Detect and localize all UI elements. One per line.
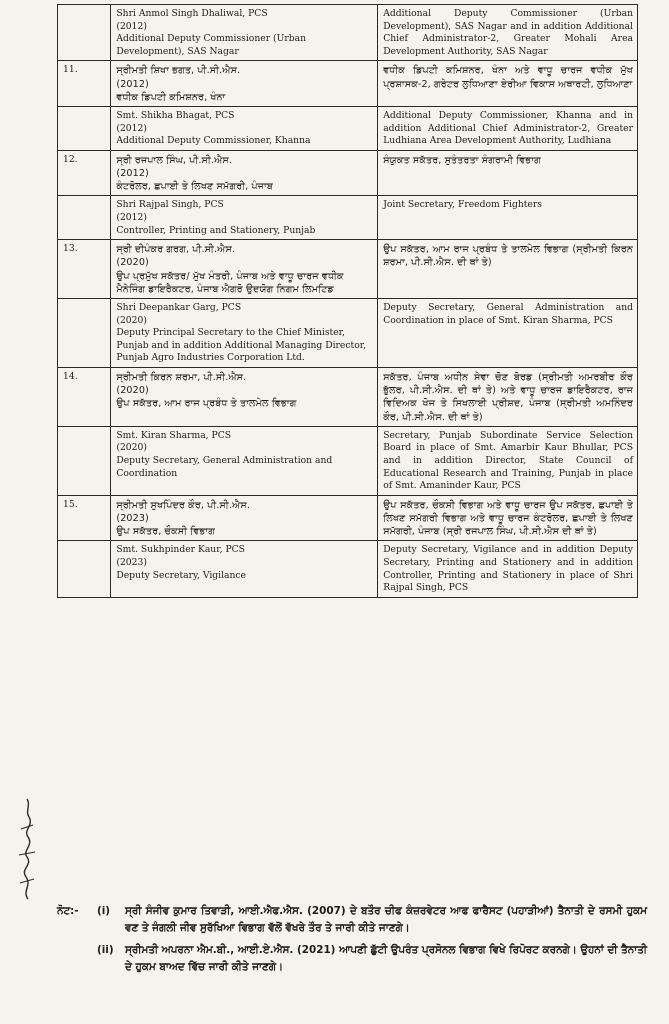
new-posting-cell: Additional Deputy Commissioner (Urban Development), SAS Nagar and in addition Additional Chief Administrator-2, Greater Mohali Area Development Authority, SAS Nagar (378, 5, 638, 61)
officer-name: Shri Deepankar Garg, PCS (116, 301, 242, 313)
new-posting-cell: ਵਧੀਕ ਡਿਪਟੀ ਕਮਿਸ਼ਨਰ, ਖੰਨਾ ਅਤੇ ਵਾਧੂ ਚਾਰਜ ਵਧੀਕ ਮੁੱਖ ਪ੍ਰਸ਼ਾਸਕ-2, ਗਰੇਟਰ ਲੁਧਿਆਣਾ ਏਰੀਆ ਵਿਕਾਸ ਅਥਾਰਟੀ, ਲੁਧਿਆਣਾ (378, 61, 638, 107)
serial-number-cell (58, 541, 111, 597)
officer-cell (111, 541, 378, 597)
batch-year: (2020) (116, 257, 149, 269)
officer-name: Smt. Sukhpinder Kaur, PCS (116, 544, 245, 556)
table-row (58, 426, 638, 495)
serial-number-cell: 14. (58, 367, 111, 426)
table-body (58, 5, 638, 598)
new-posting-cell: Secretary, Punjab Subordinate Service Selection Board in place of Smt. Amarbir Kaur Bhullar, PCS and in addition Director, State Council of Educational Research and Training, Punjab in place of Smt. Amaninder Kaur, PCS (378, 426, 638, 495)
officer-name: Smt. Kiran Sharma, PCS (116, 429, 232, 441)
serial-number-cell (58, 298, 111, 367)
batch-year: (2023) (116, 556, 147, 568)
table-row (58, 106, 638, 150)
batch-year: (2012) (116, 78, 149, 90)
officer-name: Shri Rajpal Singh, PCS (116, 199, 224, 211)
table-row (58, 196, 638, 240)
table-row (58, 5, 638, 61)
officer-cell (111, 367, 378, 426)
note-index: (i) (97, 905, 111, 917)
note-text: ਸ੍ਰੀ ਸੰਜੀਵ ਕੁਮਾਰ ਤਿਵਾੜੀ, ਆਈ.ਐਫ.ਐਸ. (2007) ਦੇ ਬਤੌਰ ਚੀਫ ਕੰਜ਼ਰਵੇਟਰ ਆਫ ਫਾਰੈਸਟ (ਪਹਾੜੀਆਂ) ਤੈਨਾਤੀ ਦੇ ਰਸਮੀ ਹੁਕਮ ਵਣ ਤੇ ਜੰਗਲੀ ਜੀਵ ਸੁਰੱਖਿਆ ਵਿਭਾਗ ਵੱਲੋਂ ਵੱਖਰੇ ਤੌਰ ਤੇ ਜਾਰੀ ਕੀਤੇ ਜਾਣਗੇ। (125, 905, 647, 934)
batch-year: (2020) (116, 314, 147, 326)
officer-cell (111, 61, 378, 107)
table-row (58, 240, 638, 299)
batch-year: (2023) (116, 512, 149, 524)
officer-cell (111, 106, 378, 150)
batch-year: (2020) (116, 442, 147, 454)
serial-number-cell (58, 5, 111, 61)
officer-name: ਸ੍ਰੀਮਤੀ ਸ਼ਿਖਾ ਭਗਤ, ਪੀ.ਸੀ.ਐਸ. (116, 65, 241, 77)
current-post: ਉਪ ਪ੍ਰਮੁੱਖ ਸਕੱਤਰ/ ਮੁੱਖ ਮੰਤਰੀ, ਪੰਜਾਬ ਅਤੇ ਵਾਧੂ ਚਾਰਜ ਵਧੀਕ ਮੈਨੇਜਿੰਗ ਡਾਇਰੈਕਟਰ, ਪੰਜਾਬ ਐਗਰੋ ਉਦਯੋਗ ਨਿਗਮ ਲਿਮਟਿਡ (116, 270, 344, 295)
batch-year: (2020) (116, 385, 149, 397)
new-posting-cell: ਉਪ ਸਕੱਤਰ, ਚੌਕਸੀ ਵਿਭਾਗ ਅਤੇ ਵਾਧੂ ਚਾਰਜ ਉਪ ਸਕੱਤਰ, ਛਪਾਈ ਤੇ ਲਿਖਣ ਸਮੱਗਰੀ ਵਿਭਾਗ ਅਤੇ ਵਾਧੂ ਚਾਰਜ ਕੰਟਰੋਲਰ, ਛਪਾਈ ਤੇ ਲਿਖਣ ਸਮੱਗਰੀ, ਪੰਜਾਬ (ਸ੍ਰੀ ਰਜਪਾਲ ਸਿੰਘ, ਪੀ.ਸੀ.ਐਸ ਦੀ ਥਾਂ ਤੇ) (378, 495, 638, 541)
serial-number-cell (58, 426, 111, 495)
officer-cell (111, 426, 378, 495)
officer-cell (111, 5, 378, 61)
current-post: Deputy Principal Secretary to the Chief Minister, Punjab and in addition Additional Managing Director, Punjab Agro Industries Corporation Ltd. (116, 327, 367, 364)
new-posting-cell: ਉਪ ਸਕੱਤਰ, ਆਮ ਰਾਜ ਪ੍ਰਬੰਧ ਤੇ ਤਾਲਮੇਲ ਵਿਭਾਗ (ਸ੍ਰੀਮਤੀ ਕਿਰਨ ਸ਼ਰਮਾ, ਪੀ.ਸੀ.ਐਸ. ਦੀ ਥਾਂ ਤੇ) (378, 240, 638, 299)
note-index: (ii) (97, 944, 114, 956)
table-row (58, 541, 638, 597)
note-item-1 (57, 903, 647, 936)
note-text: ਸ੍ਰੀਮਤੀ ਅਪਰਨਾ ਐਮ.ਬੀ., ਆਈ.ਏ.ਐਸ. (2021) ਆਪਣੀ ਛੁੱਟੀ ਉਪਰੰਤ ਪ੍ਰਸੋਨਲ ਵਿਭਾਗ ਵਿਖੇ ਰਿਪੋਰਟ ਕਰਨਗੇ। ਉਹਨਾਂ ਦੀ ਤੈਨਾਤੀ ਦੇ ਹੁਕਮ ਬਾਅਦ ਵਿੱਚ ਜਾਰੀ ਕੀਤੇ ਜਾਣਗੇ। (125, 944, 647, 973)
serial-number-cell (58, 196, 111, 240)
batch-year: (2012) (116, 122, 147, 134)
current-post: Deputy Secretary, General Administration and Coordination (116, 454, 333, 479)
serial-number-cell (58, 106, 111, 150)
note-item-2 (57, 942, 647, 975)
table-row (58, 150, 638, 196)
new-posting-cell: ਸੰਯੁਕਤ ਸਕੱਤਰ, ਸੁਤੰਤਰਤਾ ਸੰਗਰਾਮੀ ਵਿਭਾਗ (378, 150, 638, 196)
current-post: Additional Deputy Commissioner (Urban Development), SAS Nagar (116, 33, 306, 57)
serial-number-cell: 11. (58, 61, 111, 107)
current-post: ਵਧੀਕ ਡਿਪਟੀ ਕਮਿਸ਼ਨਰ, ਖੰਨਾ (116, 91, 226, 103)
table-row (58, 367, 638, 426)
officer-name: ਸ੍ਰੀ ਰਜਪਾਲ ਸਿੰਘ, ਪੀ.ਸੀ.ਐਸ. (116, 154, 233, 166)
current-post: ਉਪ ਸਕੱਤਰ, ਚੌਕਸੀ ਵਿਭਾਗ (116, 526, 215, 538)
officer-name: ਸ੍ਰੀਮਤੀ ਕਿਰਨ ਸ਼ਰਮਾ, ਪੀ.ਸੀ.ਐਸ. (116, 371, 247, 383)
table-row (58, 298, 638, 367)
new-posting-cell: ਸਕੱਤਰ, ਪੰਜਾਬ ਅਧੀਨ ਸੇਵਾ ਚੋਣ ਬੋਰਡ (ਸ੍ਰੀਮਤੀ ਅਮਰਬੀਰ ਕੌਰ ਭੁੱਲਰ, ਪੀ.ਸੀ.ਐਸ. ਦੀ ਥਾਂ ਤੇ) ਅਤੇ ਵਾਧੂ ਚਾਰਜ ਡਾਇਰੈਕਟਰ, ਰਾਜ ਵਿਦਿਅਕ ਖੋਜ ਤੇ ਸਿਖਲਾਈ ਪ੍ਰੀਸ਼ਦ, ਪੰਜਾਬ (ਸ੍ਰੀਮਤੀ ਅਮਨਿੰਦਰ ਕੌਰ, ਪੀ.ਸੀ.ਐਸ. ਦੀ ਥਾਂ ਤੇ) (378, 367, 638, 426)
notes-section (57, 903, 647, 975)
officer-name: Smt. Shikha Bhagat, PCS (116, 109, 235, 121)
officer-name: Shri Anmol Singh Dhaliwal, PCS (116, 8, 268, 19)
officer-cell (111, 240, 378, 299)
new-posting-cell: Joint Secretary, Freedom Fighters (378, 196, 638, 240)
current-post: ਉਪ ਸਕੱਤਰ, ਆਮ ਰਾਜ ਪ੍ਰਬੰਧ ਤੇ ਤਾਲਮੇਲ ਵਿਭਾਗ (116, 398, 297, 410)
table-row (58, 495, 638, 541)
notes-label: ਨੋਟ:- (57, 905, 79, 917)
new-posting-cell: Deputy Secretary, General Administration and Coordination in place of Smt. Kiran Sharma, PCS (378, 298, 638, 367)
new-posting-cell: Additional Deputy Commissioner, Khanna and in addition Additional Chief Administrator-2, Greater Ludhiana Area Development Authority, Ludhiana (378, 106, 638, 150)
officer-cell (111, 495, 378, 541)
current-post: ਕੰਟਰੋਲਰ, ਛਪਾਈ ਤੇ ਲਿਖਣ ਸਮੱਗਰੀ, ਪੰਜਾਬ (116, 181, 273, 193)
serial-number-cell: 12. (58, 150, 111, 196)
officer-name: ਸ੍ਰੀ ਦੀਪੰਕਰ ਗਰਗ, ਪੀ.ਸੀ.ਐਸ. (116, 244, 236, 256)
current-post: Additional Deputy Commissioner, Khanna (116, 135, 311, 147)
officer-cell (111, 298, 378, 367)
table-row (58, 61, 638, 107)
serial-number-cell: 15. (58, 495, 111, 541)
batch-year: (2012) (116, 20, 147, 32)
handwritten-signature (14, 795, 40, 905)
batch-year: (2012) (116, 167, 149, 179)
batch-year: (2012) (116, 211, 147, 223)
current-post: Deputy Secretary, Vigilance (116, 569, 246, 581)
new-posting-cell: Deputy Secretary, Vigilance and in addition Deputy Secretary, Printing and Stationery and in addition Controller, Printing and Stationery in place of Shri Rajpal Singh, PCS (378, 541, 638, 597)
officer-name: ਸ੍ਰੀਮਤੀ ਸੁਖਪਿੰਦਰ ਕੌਰ, ਪੀ.ਸੀ.ਐਸ. (116, 499, 250, 511)
serial-number-cell: 13. (58, 240, 111, 299)
officer-cell (111, 150, 378, 196)
current-post: Controller, Printing and Stationery, Punjab (116, 224, 316, 236)
officer-cell (111, 196, 378, 240)
posting-orders-table (57, 4, 638, 598)
